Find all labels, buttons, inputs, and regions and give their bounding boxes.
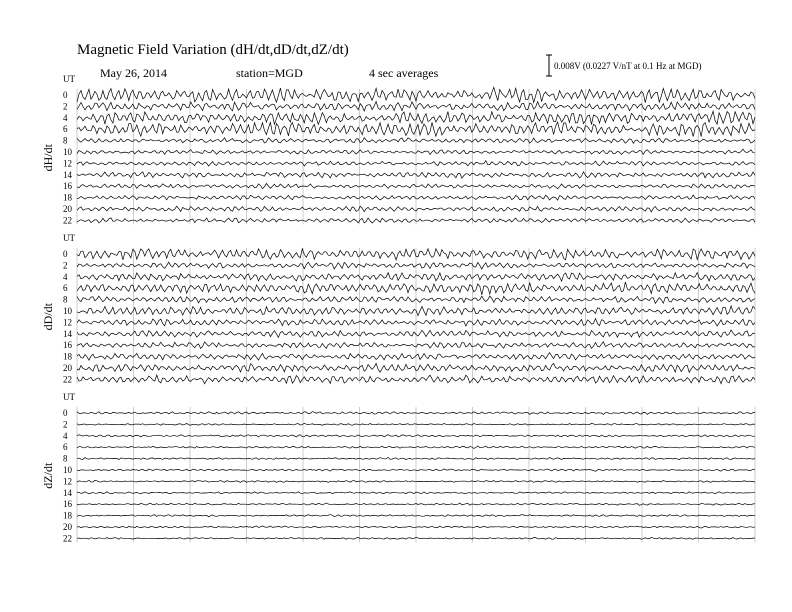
series-label: dZ/dt bbox=[41, 462, 55, 489]
hour-tick-label: 2 bbox=[63, 101, 68, 112]
scale-bar bbox=[546, 55, 552, 76]
ut-label: UT bbox=[63, 233, 75, 243]
hour-tick-label: 18 bbox=[63, 351, 72, 362]
hour-tick-label: 20 bbox=[63, 363, 72, 373]
series-label: dD/dt bbox=[41, 303, 55, 331]
hour-tick-label: 20 bbox=[63, 522, 72, 532]
hour-tick-label: 16 bbox=[63, 181, 72, 192]
hour-tick-label: 2 bbox=[63, 419, 68, 430]
hour-tick-label: 14 bbox=[63, 487, 72, 498]
hour-tick-label: 12 bbox=[63, 476, 72, 487]
vertical-grid bbox=[77, 248, 755, 383]
hour-tick-label: 4 bbox=[63, 430, 68, 441]
ut-label: UT bbox=[63, 392, 75, 402]
date-label: May 26, 2014 bbox=[100, 66, 167, 80]
hour-tick-label: 4 bbox=[63, 112, 68, 123]
hour-tick-label: 2 bbox=[63, 260, 68, 271]
ut-label: UT bbox=[63, 74, 75, 84]
hour-tick-label: 6 bbox=[63, 442, 68, 453]
vertical-grid bbox=[77, 407, 755, 542]
hour-tick-label: 10 bbox=[63, 306, 72, 316]
hour-tick-label: 14 bbox=[63, 328, 72, 339]
hour-tick-label: 8 bbox=[63, 294, 68, 305]
hour-tick-label: 12 bbox=[63, 317, 72, 328]
chart-title: Magnetic Field Variation (dH/dt,dD/dt,dZ/dt) bbox=[77, 42, 349, 58]
station-label: station=MGD bbox=[236, 66, 303, 80]
hour-tick-label: 16 bbox=[63, 340, 72, 351]
panel-dH-dt bbox=[41, 74, 755, 225]
hour-tick-label: 6 bbox=[63, 283, 68, 294]
hour-tick-label: 20 bbox=[63, 204, 72, 214]
averaging-label: 4 sec averages bbox=[369, 66, 439, 80]
panel-dZ-dt bbox=[41, 392, 755, 543]
panel-dD-dt bbox=[41, 233, 755, 384]
hour-tick-label: 18 bbox=[63, 192, 72, 203]
hour-tick-label: 0 bbox=[63, 408, 68, 418]
hour-tick-label: 10 bbox=[63, 147, 72, 157]
hour-tick-label: 16 bbox=[63, 499, 72, 510]
hour-tick-label: 4 bbox=[63, 271, 68, 282]
scale-label: 0.008V (0.0227 V/nT at 0.1 Hz at MGD) bbox=[554, 61, 702, 71]
hour-tick-label: 8 bbox=[63, 453, 68, 464]
panels bbox=[41, 74, 755, 543]
hour-tick-label: 0 bbox=[63, 90, 68, 100]
series-label: dH/dt bbox=[41, 144, 55, 172]
hour-tick-label: 18 bbox=[63, 510, 72, 521]
hour-tick-label: 22 bbox=[63, 215, 72, 226]
hour-tick-label: 22 bbox=[63, 533, 72, 544]
hour-tick-label: 22 bbox=[63, 374, 72, 385]
hour-tick-label: 10 bbox=[63, 465, 72, 475]
hour-tick-label: 6 bbox=[63, 124, 68, 135]
hour-tick-label: 8 bbox=[63, 135, 68, 146]
hour-tick-label: 0 bbox=[63, 249, 68, 259]
hour-tick-label: 14 bbox=[63, 169, 72, 180]
hour-tick-label: 12 bbox=[63, 158, 72, 169]
